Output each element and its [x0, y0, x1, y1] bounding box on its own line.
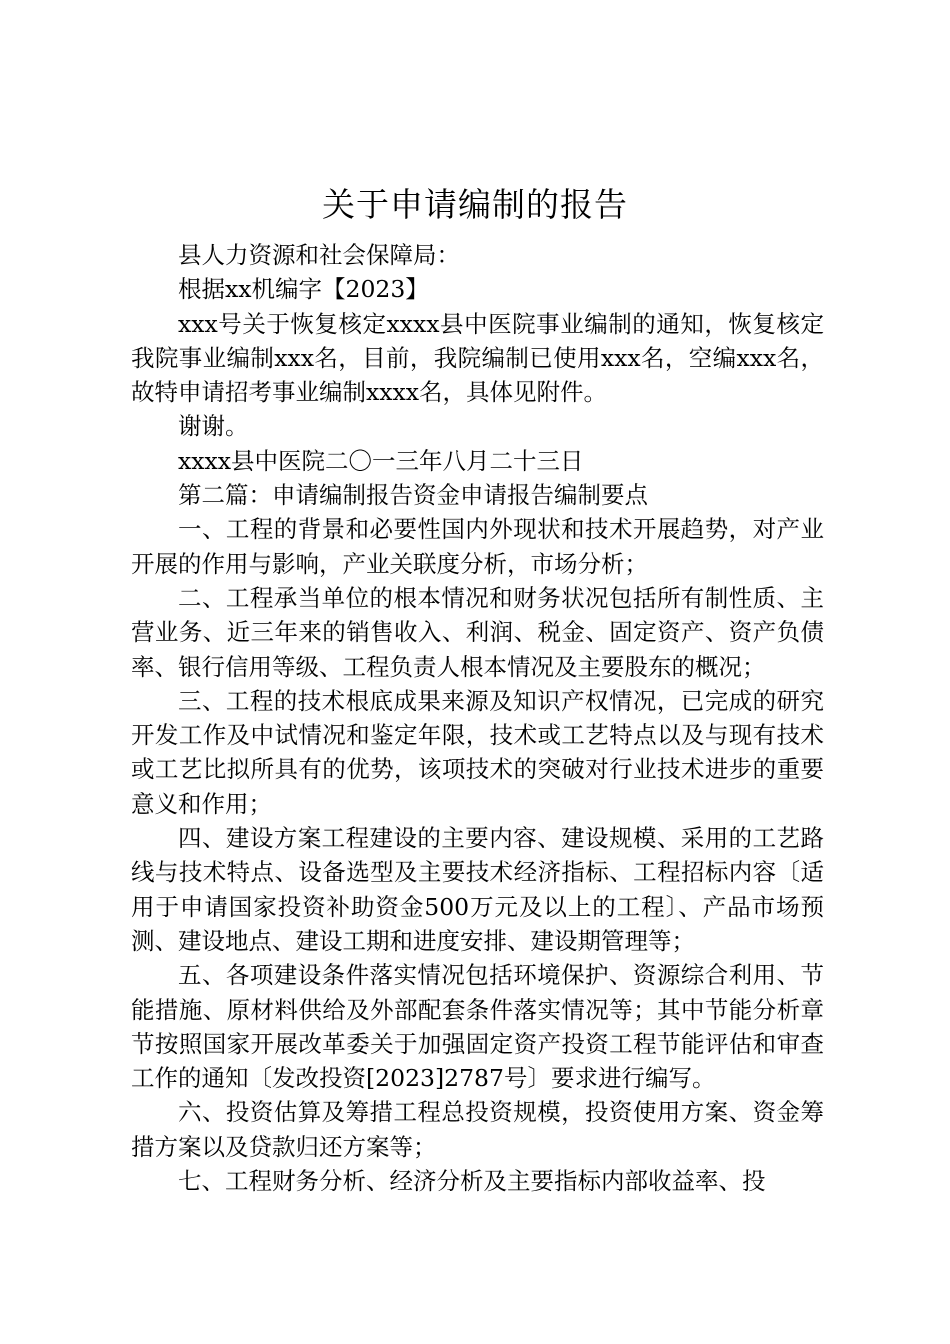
- section-heading-paragraph: 第二篇：申请编制报告资金申请报告编制要点: [178, 481, 648, 510]
- point-3-paragraph: 三、工程的技术根底成果来源及知识产权情况，已完成的研究开发工作及中试情况和鉴定年限，技术或工艺特点以及与现有技术或工艺比拟所具有的优势，该项技术的突破对行业技术进步的重要意义和作用；: [131, 686, 824, 818]
- point-7-paragraph: 七、工程财务分析、经济分析及主要指标内部收益率、投: [178, 1167, 766, 1196]
- point-5-paragraph: 五、各项建设条件落实情况包括环境保护、资源综合利用、节能措施、原材料供给及外部配套条件落实情况等；其中节能分析章节按照国家开展改革委关于加强固定资产投资工程节能评估和审查工作的通知〔发改投资[2023]2787号〕要求进行编写。: [131, 961, 824, 1093]
- point-6-paragraph: 六、投资估算及筹措工程总投资规模，投资使用方案、资金筹措方案以及贷款归还方案等；: [131, 1098, 824, 1161]
- signature-date-paragraph: xxxx县中医院二〇一三年八月二十三日: [178, 446, 584, 475]
- document-title: 关于申请编制的报告: [322, 185, 628, 224]
- thanks-paragraph: 谢谢。: [178, 412, 249, 441]
- salutation-paragraph: 县人力资源和社会保障局：: [178, 241, 460, 269]
- point-4-paragraph: 四、建设方案工程建设的主要内容、建设规模、采用的工艺路线与技术特点、设备选型及主要技术经济指标、工程招标内容〔适用于申请国家投资补助资金500万元及以上的工程〕、产品市场预测、建设地点、建设工期和进度安排、建设期管理等；: [131, 824, 824, 955]
- request-paragraph: xxx号关于恢复核定xxxx县中医院事业编制的通知，恢复核定我院事业编制xxx名，目前，我院编制已使用xxx名，空编xxx名，故特申请招考事业编制xxxx名，具体见附件。: [131, 309, 824, 407]
- point-1-paragraph: 一、工程的背景和必要性国内外现状和技术开展趋势，对产业开展的作用与影响，产业关联度分析，市场分析；: [131, 515, 824, 578]
- document-body: [131, 238, 824, 1198]
- point-2-paragraph: 二、工程承当单位的根本情况和财务状况包括所有制性质、主营业务、近三年来的销售收入、利润、税金、固定资产、资产负债率、银行信用等级、工程负责人根本情况及主要股东的概况；: [131, 583, 824, 681]
- reference-paragraph: 根据xx机编字【2023】: [178, 275, 429, 304]
